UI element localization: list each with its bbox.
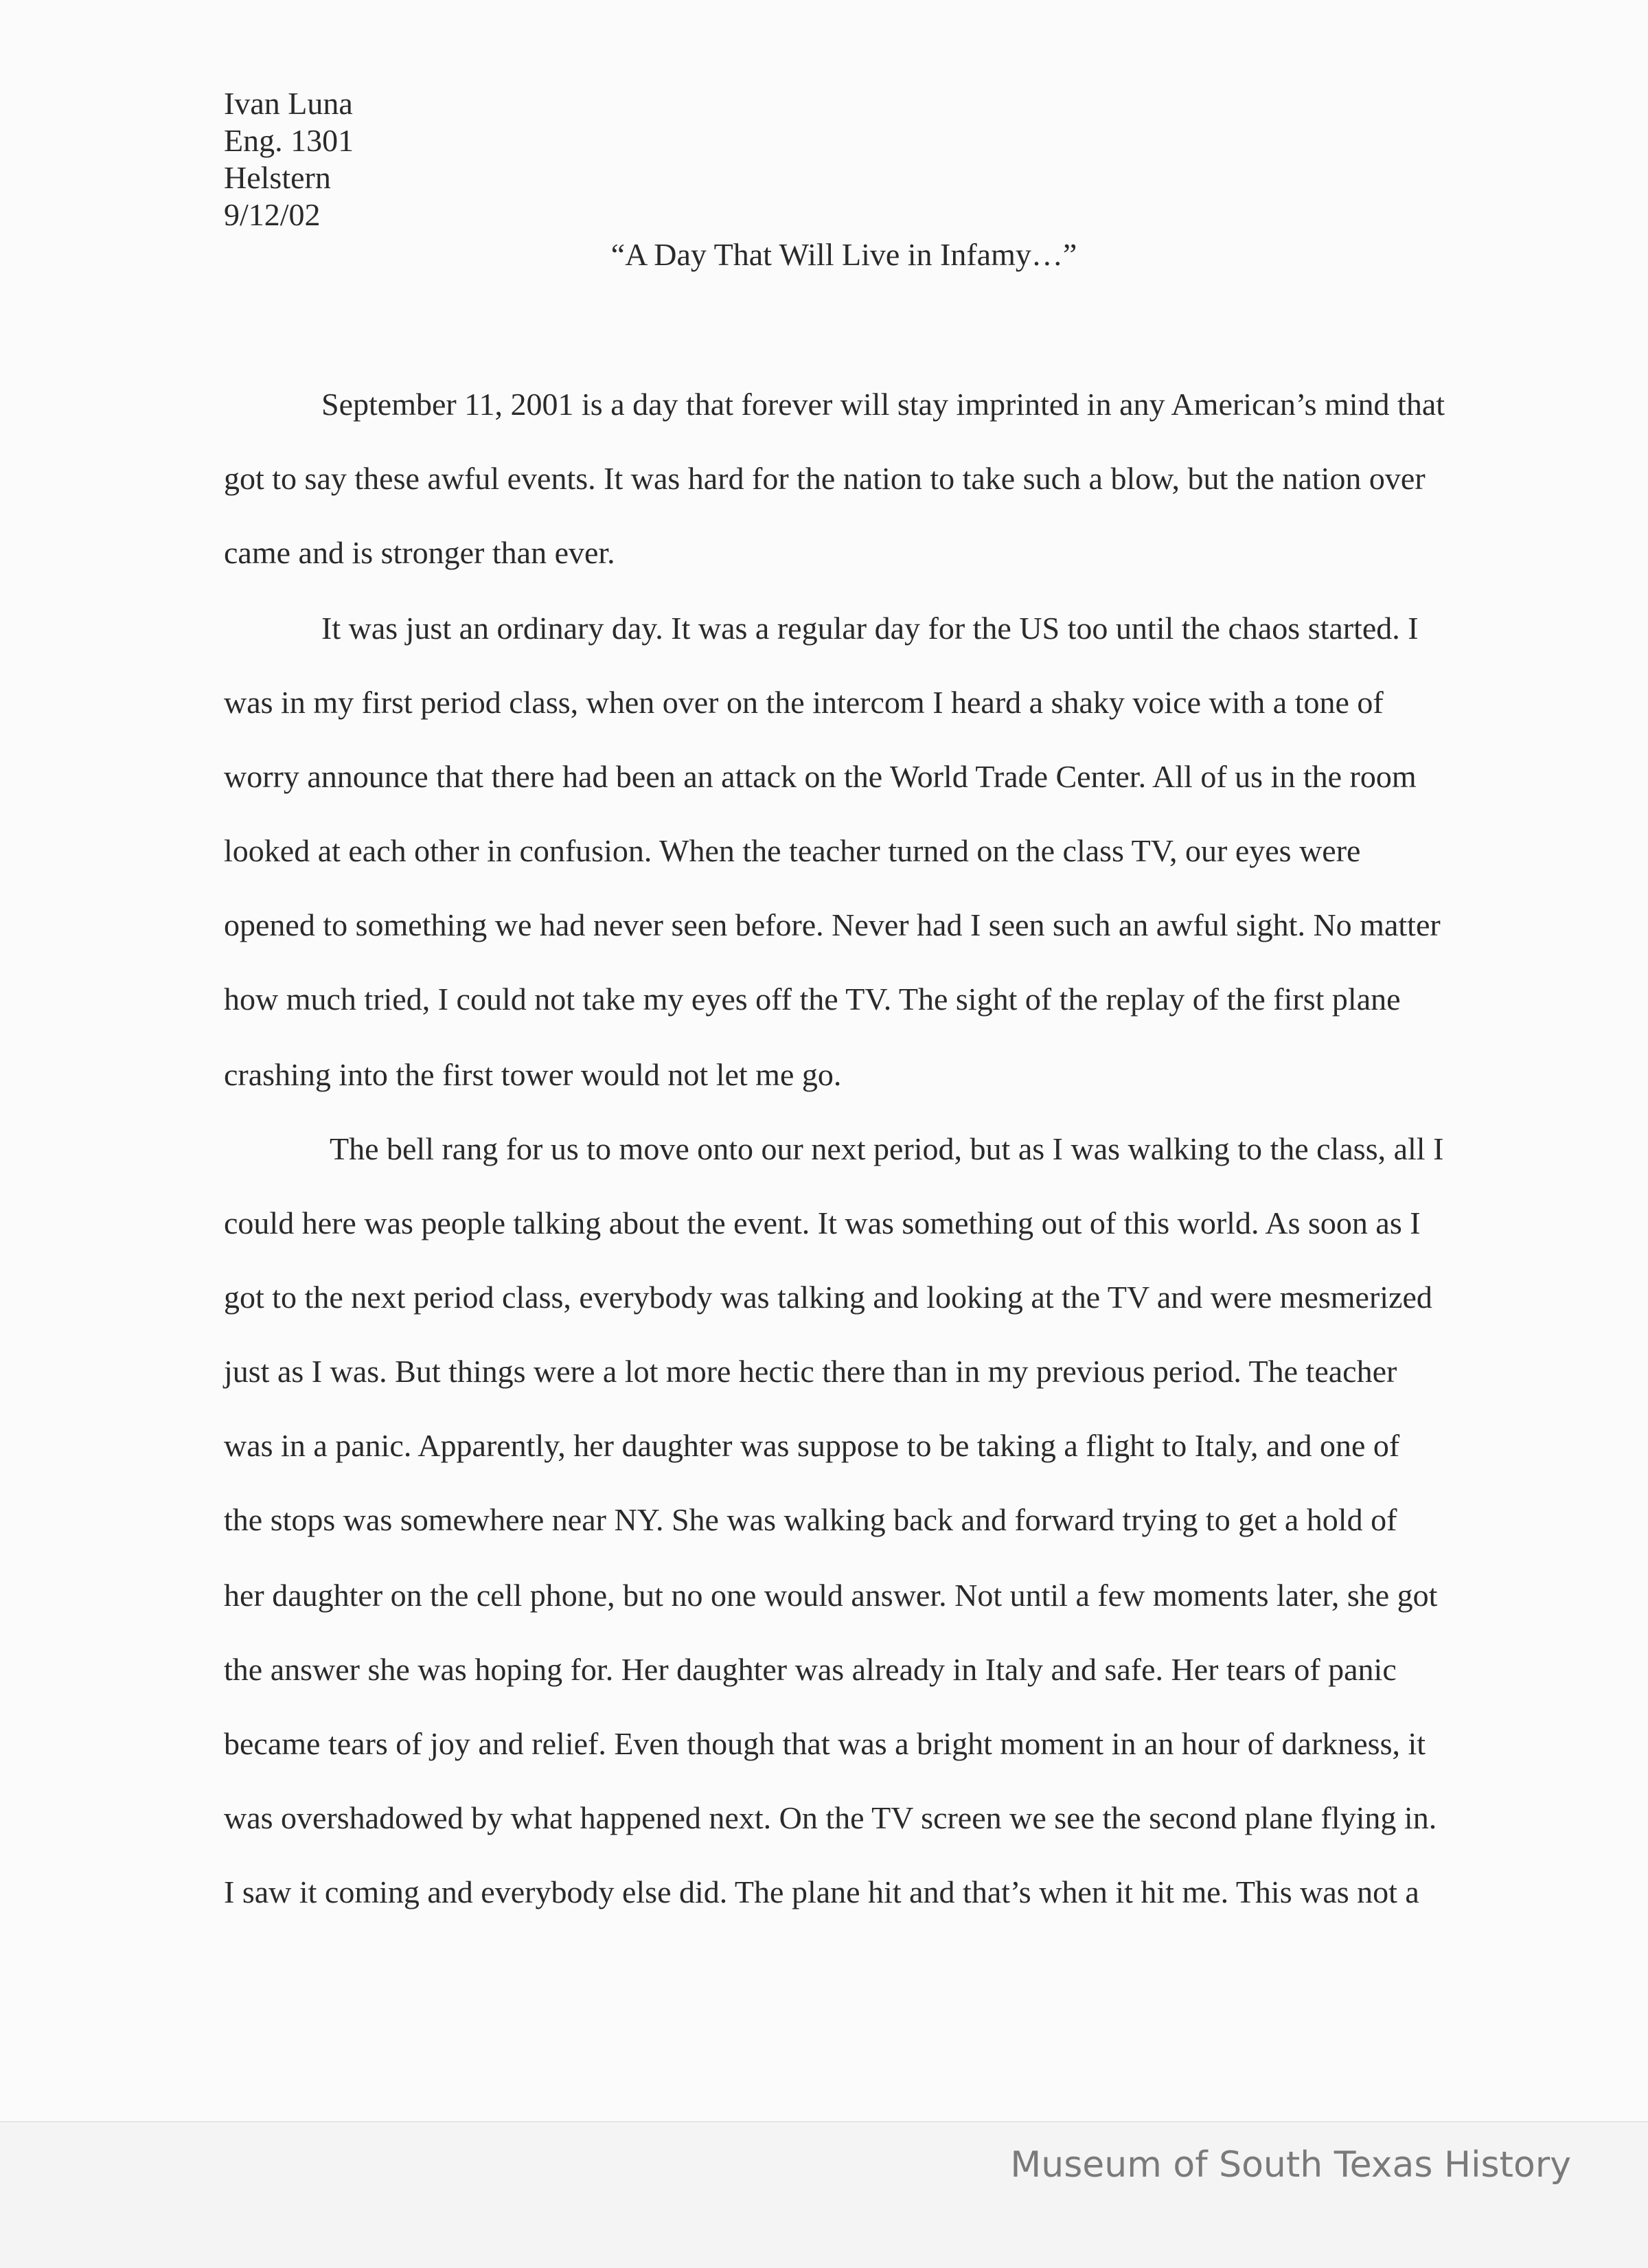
- body-line: the answer she was hoping for. Her daughter was already in Italy and safe. Her tears of panic: [224, 1652, 1397, 1687]
- author-name: Ivan Luna: [224, 86, 353, 121]
- body-line: crashing into the first tower would not let me go.: [224, 1057, 842, 1092]
- body-line: was in a panic. Apparently, her daughter was suppose to be taking a flight to Italy, and one of: [224, 1428, 1400, 1463]
- body-line: got to say these awful events. It was hard for the nation to take such a blow, but the nation over: [224, 461, 1426, 496]
- body-line: the stops was somewhere near NY. She was walking back and forward trying to get a hold of: [224, 1502, 1397, 1537]
- body-line: worry announce that there had been an attack on the World Trade Center. All of us in the room: [224, 759, 1417, 794]
- body-line: came and is stronger than ever.: [224, 535, 615, 570]
- body-line: was overshadowed by what happened next. On the TV screen we see the second plane flying in.: [224, 1800, 1437, 1835]
- essay-title: “A Day That Will Live in Infamy…”: [610, 237, 1077, 272]
- essay-header: [224, 85, 354, 234]
- body-line: I saw it coming and everybody else did. The plane hit and that’s when it hit me. This was not a: [224, 1874, 1419, 1909]
- body-line: opened to something we had never seen before. Never had I seen such an awful sight. No matter: [224, 907, 1441, 942]
- essay-date: 9/12/02: [224, 197, 321, 232]
- museum-credit: Museum of South Texas History: [1010, 2144, 1571, 2186]
- body-line: her daughter on the cell phone, but no one would answer. Not until a few moments later, she got: [224, 1578, 1438, 1613]
- body-line: got to the next period class, everybody was talking and looking at the TV and were mesmerized: [224, 1280, 1432, 1315]
- body-line: The bell rang for us to move onto our next period, but as I was walking to the class, all I: [330, 1131, 1444, 1166]
- body-line: It was just an ordinary day. It was a regular day for the US too until the chaos started. I: [321, 611, 1419, 646]
- instructor-name: Helstern: [224, 160, 331, 195]
- body-line: looked at each other in confusion. When the teacher turned on the class TV, our eyes were: [224, 833, 1361, 868]
- body-line: September 11, 2001 is a day that forever will stay imprinted in any American’s mind that: [321, 387, 1445, 422]
- course-name: Eng. 1301: [224, 123, 354, 158]
- body-line: just as I was. But things were a lot more hectic there than in my previous period. The teacher: [224, 1354, 1397, 1389]
- body-line: was in my first period class, when over on the intercom I heard a shaky voice with a tone of: [224, 685, 1384, 720]
- body-line: could here was people talking about the event. It was something out of this world. As soon as I: [224, 1205, 1421, 1240]
- body-line: how much tried, I could not take my eyes off the TV. The sight of the replay of the first plane: [224, 982, 1401, 1017]
- body-line: became tears of joy and relief. Even though that was a bright moment in an hour of darkness, it: [224, 1726, 1426, 1761]
